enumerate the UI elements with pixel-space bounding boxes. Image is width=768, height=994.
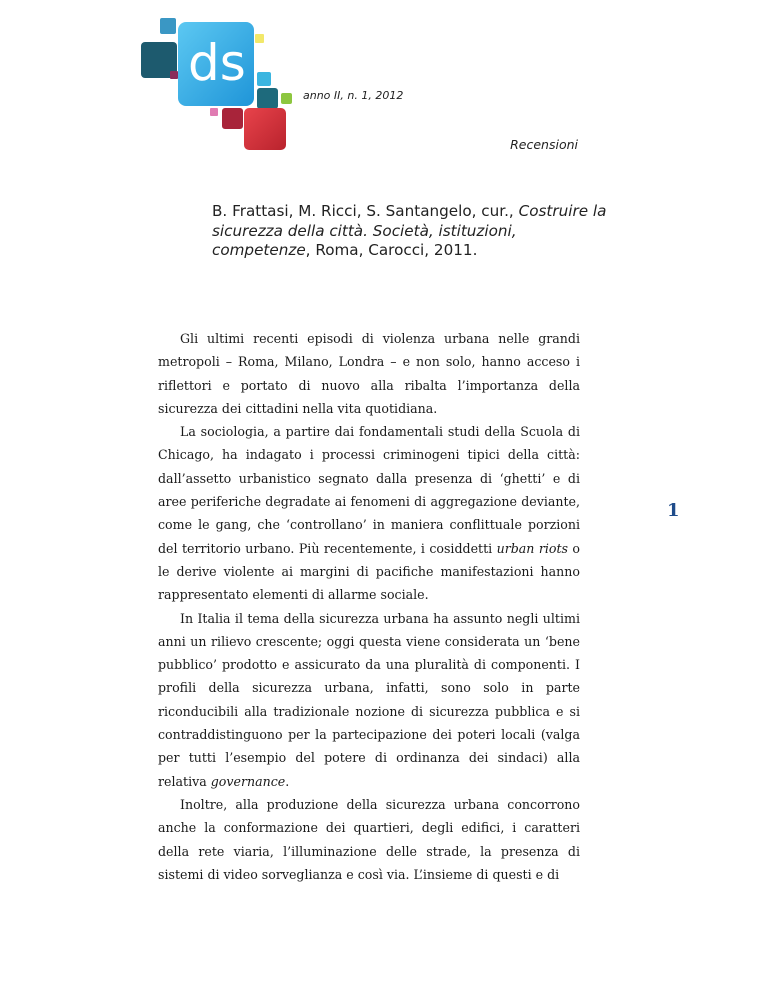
- book-authors: B. Frattasi, M. Ricci, S. Santangelo, cur.,: [212, 202, 519, 220]
- logo-square: [281, 93, 292, 104]
- paragraph: Inoltre, alla produzione della sicurezza urbana concorrono anche la conformazione dei quartieri, degli edifici, i caratteri della rete viaria, l’illuminazione delle strade, la presenza di sistemi di video sorveglianza e così via. L’insieme di questi e di: [158, 796, 580, 882]
- issue-label: anno II, n. 1, 2012: [303, 89, 404, 102]
- emphasis: urban riots: [496, 540, 568, 556]
- logo-square: [257, 72, 271, 86]
- book-title: Costruire la sicurezza della città. Società, istituzioni, competenze: [212, 202, 607, 259]
- logo-square: [160, 18, 176, 34]
- section-label: Recensioni: [510, 137, 578, 152]
- logo-square: [222, 108, 243, 129]
- logo-square: [244, 108, 286, 150]
- book-reference: [212, 202, 612, 261]
- logo-square: [257, 88, 278, 109]
- logo-graphic: [0, 0, 300, 150]
- journal-logo: [0, 0, 300, 150]
- paragraph: Gli ultimi recenti episodi di violenza urbana nelle grandi metropoli – Roma, Milano, Londra – e non solo, hanno acceso i riflettori e portato di nuovo alla ribalta l’importanza della sicurezza dei cittadini nella vita quotidiana.: [158, 331, 580, 416]
- logo-square: [170, 71, 178, 79]
- paragraph: La sociologia, a partire dai fondamentali studi della Scuola di Chicago, ha indagato i processi criminogeni tipici della città: dall’assetto urbanistico segnato dalla presenza di ‘ghetti’ e di aree periferiche degradate ai fenomeni di aggregazione deviante, come le gang, che ‘controllano’ in maniera conflittuale porzioni del territorio urbano. Più recentemente, i cosiddetti urban riots o le derive violente ai margini di pacifiche manifestazioni hanno rappresentato elementi di allarme sociale.: [158, 424, 580, 603]
- review-body: [158, 327, 580, 886]
- paragraph: In Italia il tema della sicurezza urbana ha assunto negli ultimi anni un rilievo crescente; oggi questa viene considerata un ‘bene pubblico’ prodotto e assicurato da una pluralità di componenti. I profili della sicurezza urbana, infatti, sono solo in parte riconducibili alla tradizionale nozione di sicurezza pubblica e si contraddistinguono per la partecipazione dei poteri locali (valga per tutti l’esempio del potere di ordinanza dei sindaci) alla relativa governance.: [158, 610, 580, 789]
- logo-lettering: ds: [188, 34, 246, 92]
- logo-square: [210, 108, 218, 116]
- logo-square: [255, 34, 264, 43]
- page-number: 1: [667, 500, 680, 521]
- emphasis: governance: [210, 773, 286, 789]
- book-publisher: , Roma, Carocci, 2011.: [305, 241, 478, 259]
